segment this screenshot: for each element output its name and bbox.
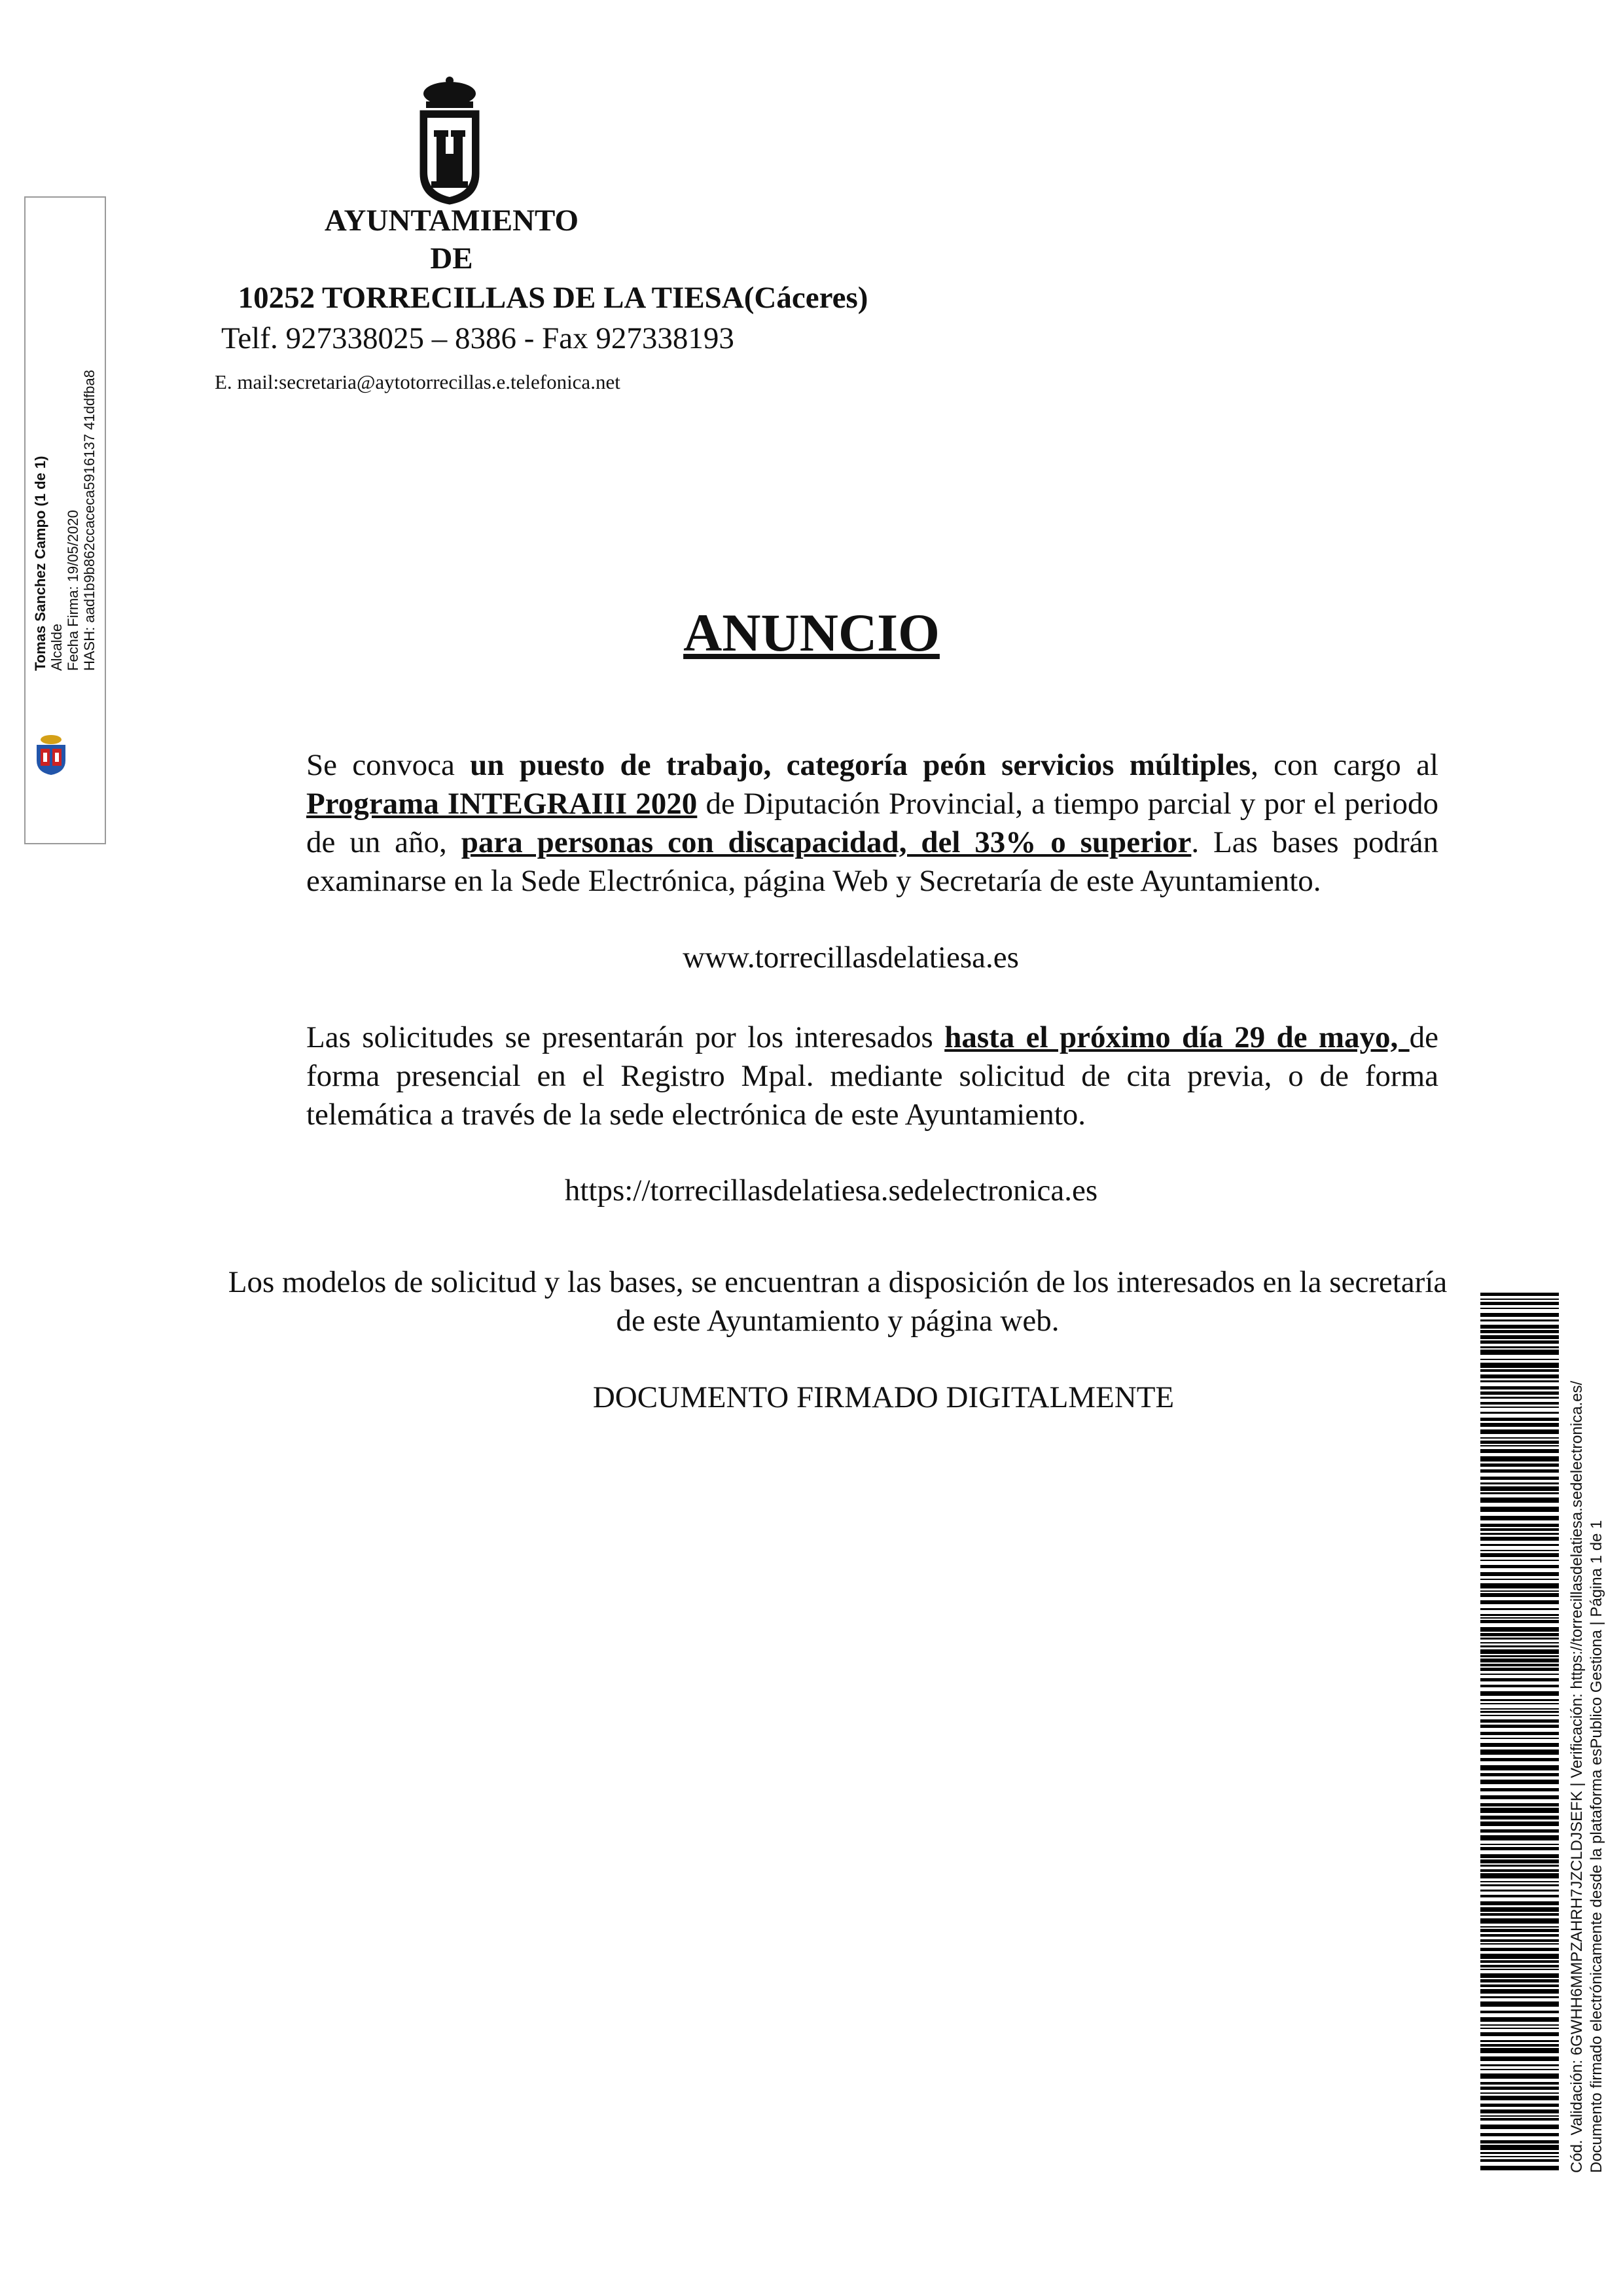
barcode-bar: [1480, 2156, 1559, 2157]
paragraph-deadline: [306, 1018, 1438, 1134]
barcode-bar: [1480, 1544, 1559, 1546]
stamp-hash: HASH: aad1b9b862ccaceca5916137 41ddfba8: [81, 370, 98, 671]
paragraph-announcement: [306, 746, 1438, 901]
p1-bold-position: un puesto de trabajo, categoría peón servicios múltiples: [470, 748, 1251, 782]
barcode-bar: [1480, 2125, 1559, 2129]
barcode-bar: [1480, 1808, 1559, 1813]
p2-deadline: hasta el próximo día 29 de mayo,: [944, 1020, 1410, 1054]
barcode-bar: [1480, 2001, 1559, 2007]
barcode-bar: [1480, 1918, 1559, 1924]
barcode-bar: [1480, 1537, 1559, 1541]
barcode-bar: [1480, 1719, 1559, 1723]
barcode-bar: [1480, 1691, 1559, 1696]
barcode-icon: [1480, 1293, 1559, 2173]
barcode-bar: [1480, 2073, 1559, 2079]
barcode-bar: [1480, 1685, 1559, 1687]
p1-text-3: de Diputación Provincial, a tiempo parcial y por el periodo de un año,: [306, 787, 1438, 859]
barcode-bar: [1480, 1803, 1559, 1806]
coat-of-arms-icon: [409, 75, 491, 206]
barcode-bar: [1480, 1445, 1559, 1446]
header-line-de: DE: [430, 242, 473, 276]
barcode-bar: [1480, 1560, 1559, 1561]
barcode-bar: [1480, 1583, 1559, 1588]
barcode-bar: [1480, 1359, 1559, 1360]
barcode-bar: [1480, 2087, 1559, 2090]
barcode-bar: [1480, 1749, 1559, 1755]
barcode-bar: [1480, 1369, 1559, 1372]
barcode-bar: [1480, 1350, 1559, 1355]
p2-text-1: Las solicitudes se presentarán por los interesados: [306, 1020, 945, 1054]
barcode-bar: [1480, 1553, 1559, 1557]
barcode-bar: [1480, 1795, 1559, 1799]
barcode-bar: [1480, 1642, 1559, 1643]
barcode-bar: [1480, 1293, 1559, 1296]
barcode-bar: [1480, 2096, 1559, 2100]
barcode-bar: [1480, 1614, 1559, 1616]
barcode-bar: [1480, 1633, 1559, 1636]
barcode-bar: [1480, 1984, 1559, 1987]
barcode-bar: [1480, 1600, 1559, 1604]
p1-text-2: , con cargo al: [1251, 748, 1438, 782]
barcode-bar: [1480, 1907, 1559, 1912]
barcode-bar: [1480, 2159, 1559, 2162]
p2-text-2: de forma presencial en el Registro Mpal. mediante solicitud de cita previa, o de forma telemática a través de la sede electrónica de este Ayuntamiento.: [306, 1020, 1439, 1132]
barcode-bar: [1480, 1674, 1559, 1675]
barcode-bar: [1480, 1620, 1559, 1623]
barcode-bar: [1480, 1873, 1559, 1878]
barcode-bar: [1480, 1901, 1559, 1905]
barcode-bar: [1480, 2115, 1559, 2117]
p1-requirement: para personas con discapacidad, del 33% o superior: [461, 825, 1192, 859]
barcode-bar: [1480, 1884, 1559, 1886]
barcode-bar: [1480, 1407, 1559, 1408]
barcode-bar: [1480, 1397, 1559, 1399]
barcode-bar: [1480, 1456, 1559, 1462]
signed-note: DOCUMENTO FIRMADO DIGITALMENTE: [592, 1380, 1175, 1414]
barcode-bar: [1480, 2133, 1559, 2136]
barcode-bar: [1480, 1608, 1559, 1610]
p1-text-4: . Las bases podrán examinarse en la Sede Electrónica, página Web y Secretaría de este Ayuntamiento.: [306, 825, 1438, 898]
barcode-bar: [1480, 1929, 1559, 1932]
barcode-bar: [1480, 1664, 1559, 1666]
barcode-bar: [1480, 1895, 1559, 1897]
barcode-bar: [1480, 1844, 1559, 1845]
barcode-bar: [1480, 1816, 1559, 1820]
barcode-bar: [1480, 1412, 1559, 1414]
verification-platform-line: Documento firmado electrónicamente desde la plataforma esPublico Gestiona | Página 1 de 1: [1588, 1520, 1605, 2173]
barcode-bar: [1480, 1325, 1559, 1329]
header-phone: Telf. 927338025 – 8386 - Fax 927338193: [221, 321, 734, 355]
barcode-bar: [1480, 1939, 1559, 1942]
sede-url: https://torrecillasdelatiesa.sedelectronica.es: [564, 1174, 1098, 1208]
barcode-bar: [1480, 1829, 1559, 1833]
barcode-bar: [1480, 2056, 1559, 2061]
barcode-bar: [1480, 1865, 1559, 1867]
barcode-bar: [1480, 1340, 1559, 1344]
barcode-bar: [1480, 1528, 1559, 1531]
barcode-bar: [1480, 1743, 1559, 1747]
stamp-role: Alcalde: [48, 623, 65, 671]
barcode-bar: [1480, 1463, 1559, 1467]
barcode-bar: [1480, 1890, 1559, 1892]
barcode-bar: [1480, 1732, 1559, 1735]
barcode-bar: [1480, 1299, 1559, 1300]
barcode-bar: [1480, 1979, 1559, 1982]
barcode-bar: [1480, 1989, 1559, 1994]
barcode-bar: [1480, 2166, 1559, 2170]
barcode-bar: [1480, 1593, 1559, 1597]
barcode-bar: [1480, 2028, 1559, 2029]
barcode-bar: [1480, 1486, 1559, 1491]
barcode-bar: [1480, 1960, 1559, 1963]
barcode-bar: [1480, 1765, 1559, 1770]
barcode-bar: [1480, 1934, 1559, 1937]
barcode-bar: [1480, 1821, 1559, 1826]
barcode-bar: [1480, 1380, 1559, 1382]
barcode-bar: [1480, 1319, 1559, 1321]
barcode-bar: [1480, 1788, 1559, 1791]
barcode-bar: [1480, 1835, 1559, 1840]
barcode-bar: [1480, 1926, 1559, 1928]
barcode-bar: [1480, 1965, 1559, 1967]
barcode-bar: [1480, 1954, 1559, 1959]
barcode-bar: [1480, 1482, 1559, 1484]
barcode-bar: [1480, 1996, 1559, 1998]
barcode-bar: [1480, 1943, 1559, 1945]
barcode-bar: [1480, 1913, 1559, 1916]
barcode-bar: [1480, 1437, 1559, 1439]
barcode-bar: [1480, 2082, 1559, 2085]
header-line-ayuntamiento: AYUNTAMIENTO: [324, 204, 579, 238]
signature-stamp-text: [26, 31, 107, 679]
barcode-bar: [1480, 1477, 1559, 1480]
barcode-bar: [1480, 2109, 1559, 2113]
barcode-bar: [1480, 1330, 1559, 1333]
barcode-bar: [1480, 1374, 1559, 1378]
website-url: www.torrecillasdelatiesa.es: [683, 941, 1019, 975]
barcode-bar: [1480, 1550, 1559, 1551]
barcode-bar: [1480, 1524, 1559, 1527]
barcode-bar: [1480, 2024, 1559, 2026]
barcode-bar: [1480, 1703, 1559, 1704]
header-email: E. mail:secretaria@aytotorrecillas.e.telefonica.net: [215, 370, 620, 393]
municipal-logo-icon: [34, 734, 68, 775]
barcode-bar: [1480, 1773, 1559, 1776]
barcode-bar: [1480, 2152, 1559, 2154]
barcode-bar: [1480, 1516, 1559, 1520]
barcode-bar: [1480, 1590, 1559, 1592]
barcode-bar: [1480, 1418, 1559, 1421]
barcode-bar: [1480, 1617, 1559, 1619]
barcode-bar: [1480, 1402, 1559, 1405]
barcode-bar: [1480, 1869, 1559, 1872]
barcode-bar: [1480, 1313, 1559, 1317]
barcode-bar: [1480, 1441, 1559, 1444]
barcode-bar: [1480, 1579, 1559, 1580]
barcode-bar: [1480, 2069, 1559, 2070]
stamp-date: Fecha Firma: 19/05/2020: [65, 510, 81, 671]
barcode-bar: [1480, 2145, 1559, 2150]
verification-code-line: Cód. Validación: 6GWHH6MMPZAHRH7JZCLDJSEFK | Verificación: https://torrecillasdelatiesa.sedelectronica.es/: [1568, 1380, 1586, 2173]
barcode-bar: [1480, 1335, 1559, 1339]
barcode-bar: [1480, 1638, 1559, 1640]
barcode-bar: [1480, 1969, 1559, 1970]
barcode-bar: [1480, 2140, 1559, 2144]
barcode-bar: [1480, 2011, 1559, 2013]
barcode-bar: [1480, 2048, 1559, 2053]
barcode-bar: [1480, 1302, 1559, 1305]
barcode-bar: [1480, 2017, 1559, 2022]
barcode-bar: [1480, 2044, 1559, 2047]
barcode-bar: [1480, 1859, 1559, 1863]
barcode-bar: [1480, 1711, 1559, 1713]
barcode-bar: [1480, 1847, 1559, 1850]
barcode-bar: [1480, 1659, 1559, 1662]
barcode-bar: [1480, 1854, 1559, 1858]
header-town: 10252 TORRECILLAS DE LA TIESA(Cáceres): [238, 281, 868, 315]
barcode-bar: [1480, 1973, 1559, 1978]
barcode-bar: [1480, 1507, 1559, 1512]
barcode-bar: [1480, 2104, 1559, 2107]
barcode-bar: [1480, 1565, 1559, 1568]
barcode-bar: [1480, 1492, 1559, 1494]
barcode-bar: [1480, 1649, 1559, 1654]
barcode-bar: [1480, 1738, 1559, 1739]
barcode-bar: [1480, 1429, 1559, 1434]
p1-program: Programa INTEGRAIII 2020: [306, 787, 698, 821]
barcode-bar: [1480, 1346, 1559, 1348]
barcode-bar: [1480, 1655, 1559, 1657]
barcode-bar: [1480, 1391, 1559, 1395]
barcode-bar: [1480, 1678, 1559, 1681]
barcode-bar: [1480, 1363, 1559, 1368]
barcode-bar: [1480, 1758, 1559, 1761]
barcode-bar: [1480, 1725, 1559, 1728]
barcode-bar: [1480, 1533, 1559, 1535]
barcode-bar: [1480, 1449, 1559, 1453]
barcode-bar: [1480, 1881, 1559, 1882]
paragraph-models: Los modelos de solicitud y las bases, se encuentran a disposición de los interesados en la secretaría de este Ayuntamiento y página web.: [228, 1265, 1448, 1338]
barcode-bar: [1480, 1469, 1559, 1473]
barcode-bar: [1480, 1423, 1559, 1427]
barcode-bar: [1480, 1627, 1559, 1632]
barcode-bar: [1480, 2040, 1559, 2042]
barcode-bar: [1480, 2118, 1559, 2121]
p1-text-1: Se convoca: [306, 748, 471, 782]
barcode-bar: [1480, 1780, 1559, 1784]
barcode-bar: [1480, 1668, 1559, 1671]
verification-text: [1567, 1293, 1607, 2173]
barcode-bar: [1480, 1308, 1559, 1309]
barcode-bar: [1480, 1708, 1559, 1710]
barcode-bar: [1480, 1645, 1559, 1647]
barcode-bar: [1480, 2092, 1559, 2094]
barcode-bar: [1480, 2064, 1559, 2066]
page-title: ANUNCIO: [683, 603, 940, 662]
barcode-bar: [1480, 1699, 1559, 1701]
barcode-bar: [1480, 1572, 1559, 1576]
barcode-bar: [1480, 1715, 1559, 1716]
barcode-bar: [1480, 1498, 1559, 1503]
barcode-bar: [1480, 1386, 1559, 1390]
barcode-bar: [1480, 2032, 1559, 2036]
stamp-signer: Tomas Sanchez Campo (1 de 1): [32, 456, 48, 671]
barcode-bar: [1480, 1948, 1559, 1951]
